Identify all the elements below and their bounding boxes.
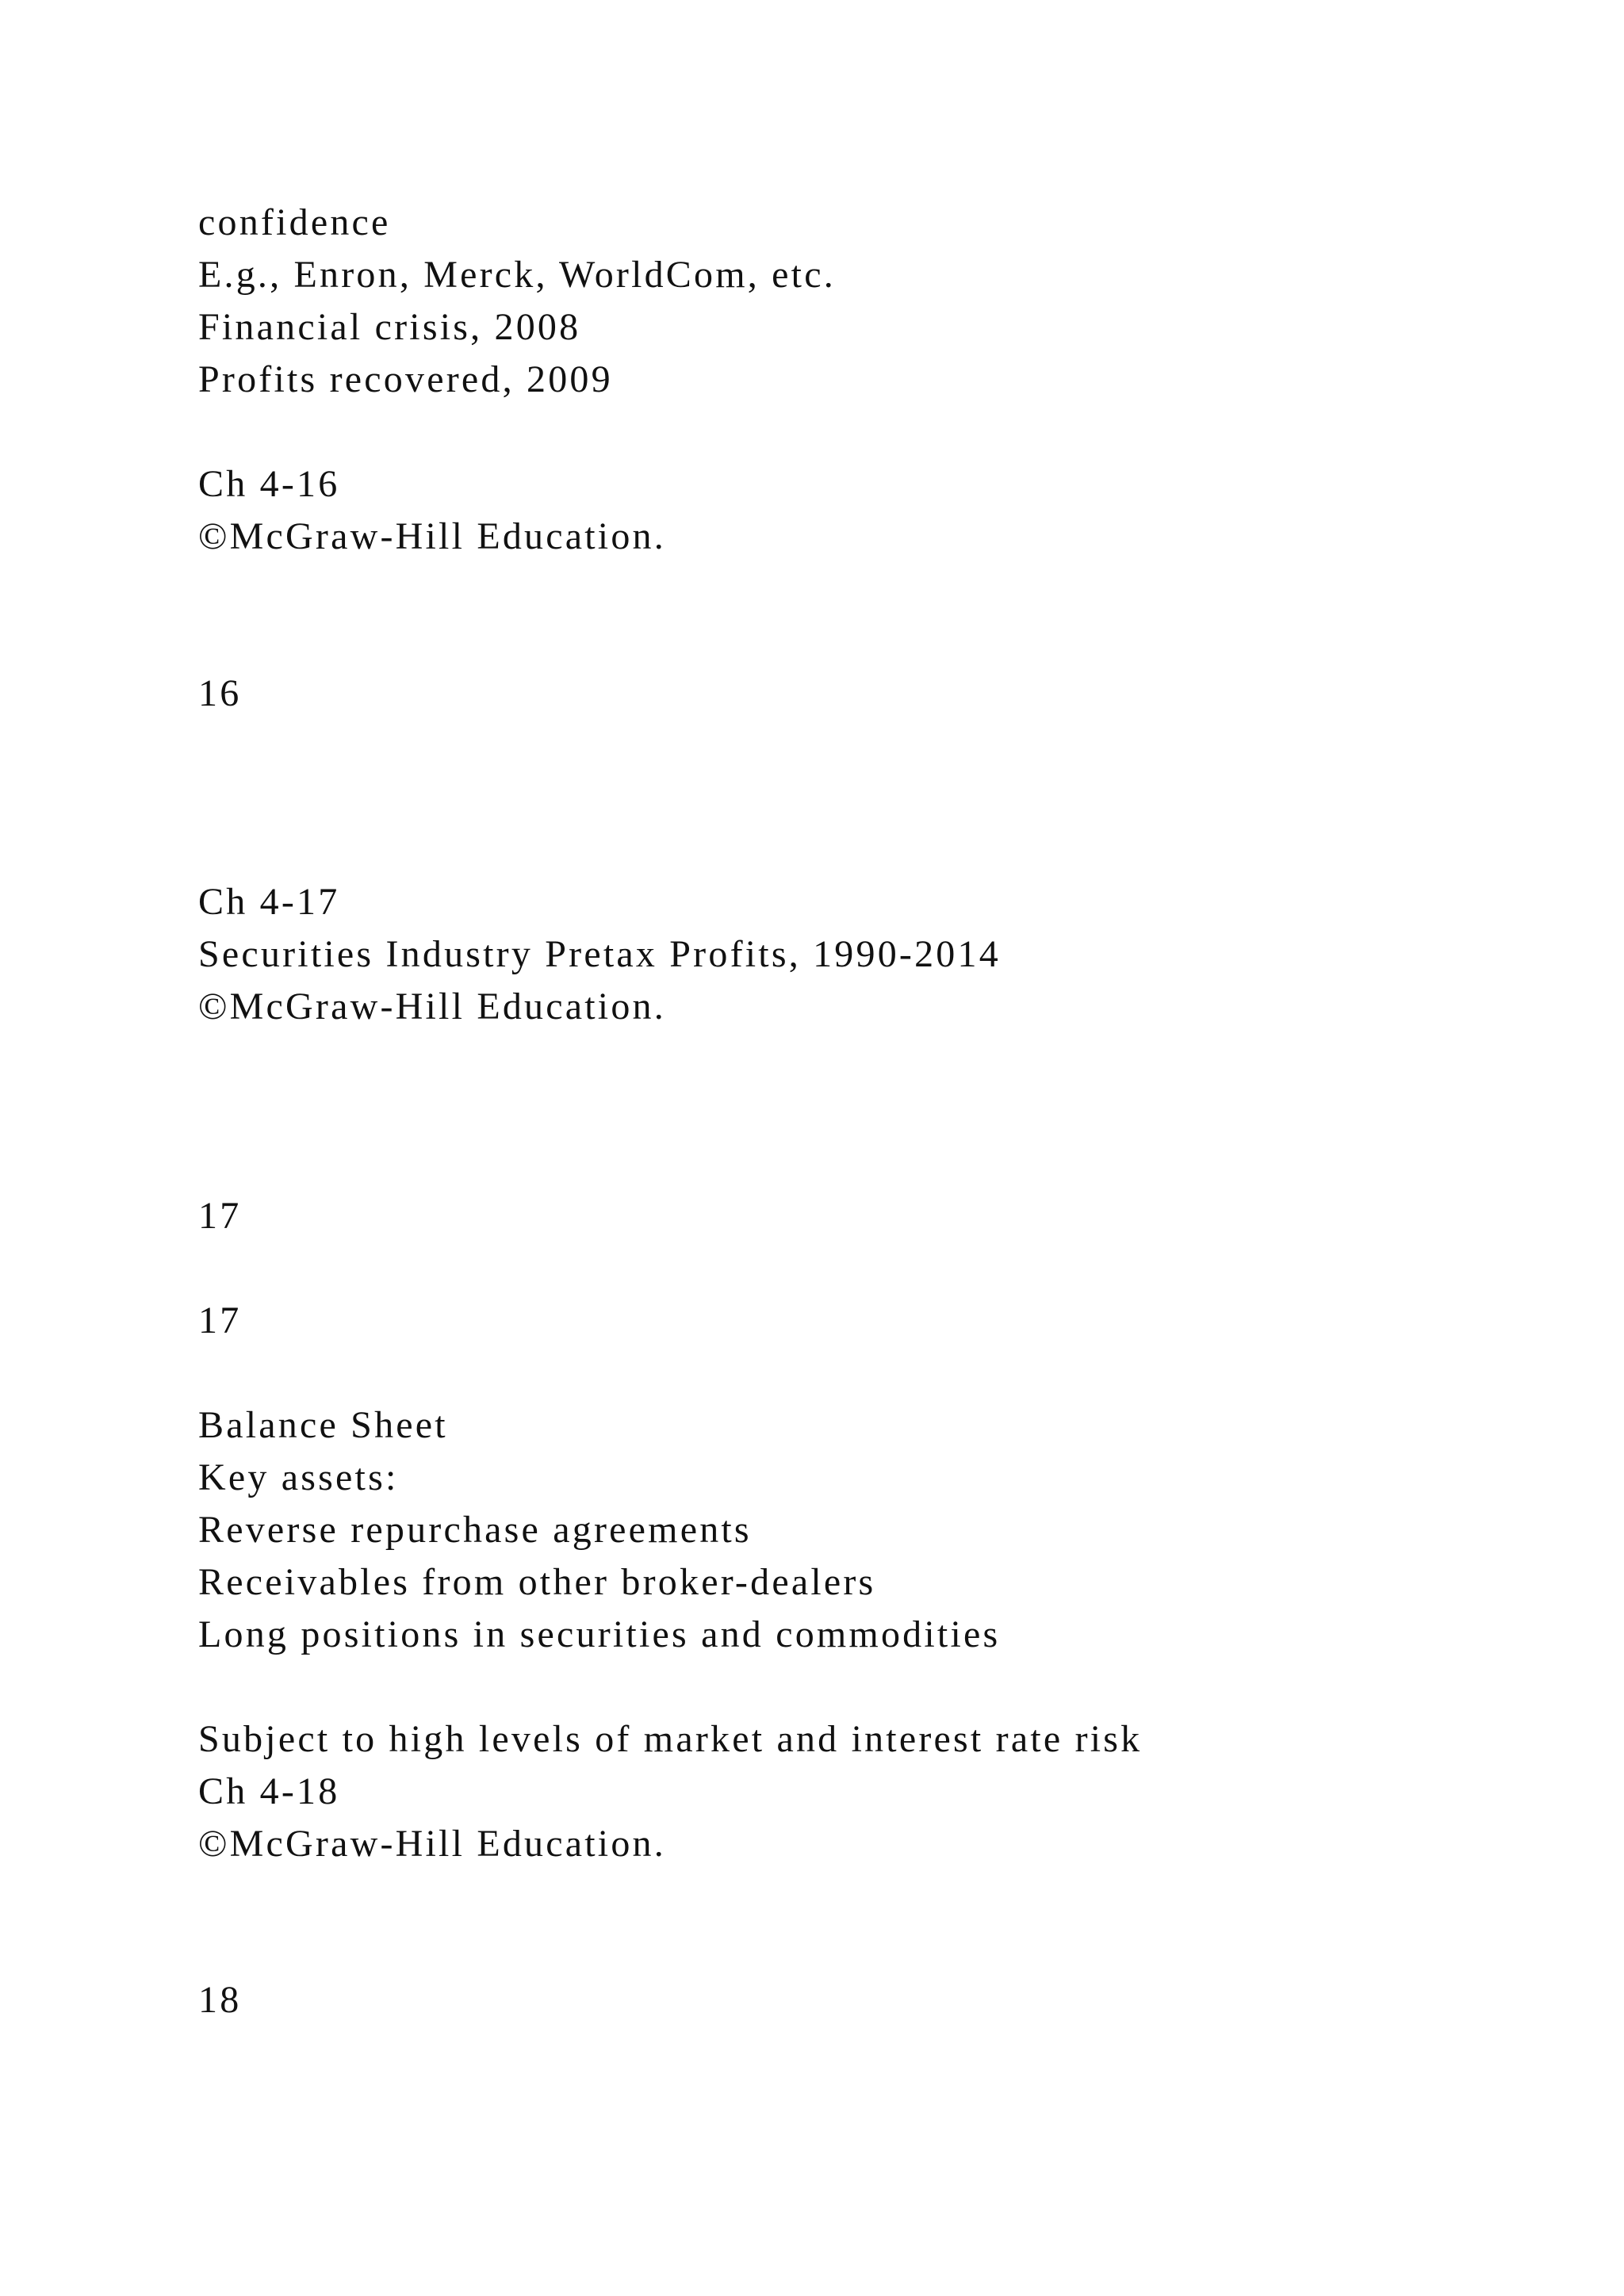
list-item-reverse-repos: Reverse repurchase agreements [198,1509,752,1551]
text-line-risk: Subject to high levels of market and interest rate risk [198,1718,1143,1760]
page-number-18: 18 [198,1979,242,2021]
copyright-line: ©McGraw-Hill Education. [198,515,666,557]
text-line-examples: E.g., Enron, Merck, WorldCom, etc. [198,254,836,296]
heading-balance-sheet: Balance Sheet [198,1404,448,1446]
text-line-confidence: confidence [198,201,391,243]
copyright-line: ©McGraw-Hill Education. [198,985,666,1027]
slide-ref-4-16: Ch 4-16 [198,463,340,505]
text-line-profits-recovered: Profits recovered, 2009 [198,358,613,400]
slide-title-pretax-profits: Securities Industry Pretax Profits, 1990-2014 [198,933,1001,975]
copyright-line: ©McGraw-Hill Education. [198,1823,666,1865]
list-item-long-positions: Long positions in securities and commodities [198,1613,1001,1655]
list-item-receivables: Receivables from other broker-dealers [198,1561,876,1603]
page-number-17: 17 [198,1299,242,1341]
text-line-key-assets: Key assets: [198,1456,399,1498]
slide-ref-4-18: Ch 4-18 [198,1770,340,1812]
page-number-17: 17 [198,1195,242,1237]
slide-ref-4-17: Ch 4-17 [198,881,340,923]
text-line-financial-crisis: Financial crisis, 2008 [198,306,581,348]
page-number-16: 16 [198,672,242,714]
